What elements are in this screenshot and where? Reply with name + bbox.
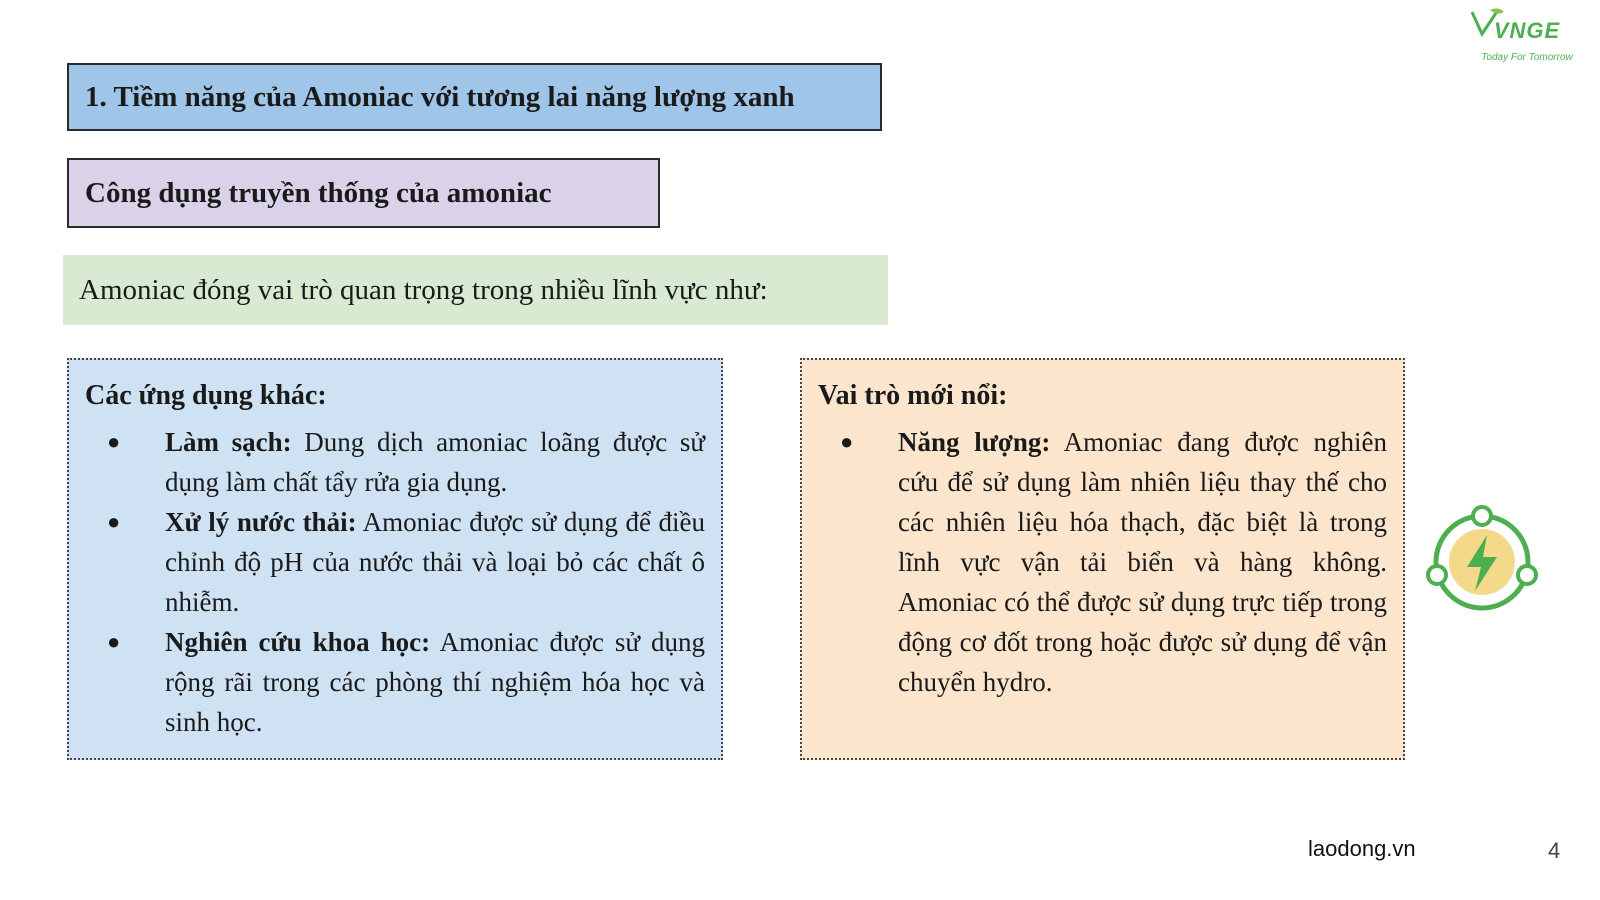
card-heading: Vai trò mới nổi:	[818, 380, 1008, 411]
item-text: Dung dịch amoniac loãng được sử dụng làm chất tẩy rửa gia dụng.	[165, 427, 706, 497]
intro-banner	[63, 255, 888, 325]
bullet-icon: ●	[107, 509, 121, 534]
page-number: 4	[1548, 838, 1561, 863]
list-item	[85, 502, 705, 622]
item-term: Xử lý nước thải:	[165, 507, 357, 537]
slide-title	[67, 63, 882, 131]
emerging-roles-card	[800, 358, 1405, 760]
list-item	[85, 622, 705, 742]
bullet-icon: ●	[840, 429, 854, 454]
item-term: Nghiên cứu khoa học:	[165, 627, 431, 657]
other-applications-card	[67, 358, 723, 760]
item-text: Amoniac được sử dụng để điều chỉnh độ pH của nước thải và loại bỏ các chất ô nhiễm.	[165, 507, 705, 617]
slide-subtitle-text: Công dụng truyền thống của amoniac	[85, 176, 552, 209]
item-term: Làm sạch:	[165, 427, 292, 457]
bullet-icon: ●	[107, 429, 121, 454]
slide-subtitle	[67, 158, 660, 228]
footer-site: laodong.vn	[1308, 836, 1416, 861]
logo-name: VNGE	[1493, 18, 1561, 43]
list-item	[85, 422, 705, 502]
lightning-energy-icon	[1425, 505, 1539, 619]
slide-title-text: 1. Tiềm năng của Amoniac với tương lai năng lượng xanh	[85, 80, 795, 113]
list-item	[818, 422, 1387, 702]
vnge-logo	[1462, 8, 1592, 70]
intro-text: Amoniac đóng vai trò quan trọng trong nhiều lĩnh vực như:	[79, 273, 768, 306]
item-text: Amoniac đang được nghiên cứu để sử dụng làm nhiên liệu thay thế cho các nhiên liệu hóa thạch, đặc biệt là trong lĩnh vực vận tải biển và hàng không. Amoniac có thể được sử dụng trực tiếp trong động cơ đốt trong hoặc được sử dụng để vận chuyển hydro.	[898, 427, 1387, 697]
logo-tagline: Today For Tomorrow	[1481, 52, 1573, 63]
bullet-icon: ●	[107, 629, 121, 654]
card-heading: Các ứng dụng khác:	[85, 380, 327, 411]
item-text: Amoniac được sử dụng rộng rãi trong các phòng thí nghiệm hóa học và sinh học.	[165, 627, 705, 737]
item-term: Năng lượng:	[898, 427, 1051, 457]
